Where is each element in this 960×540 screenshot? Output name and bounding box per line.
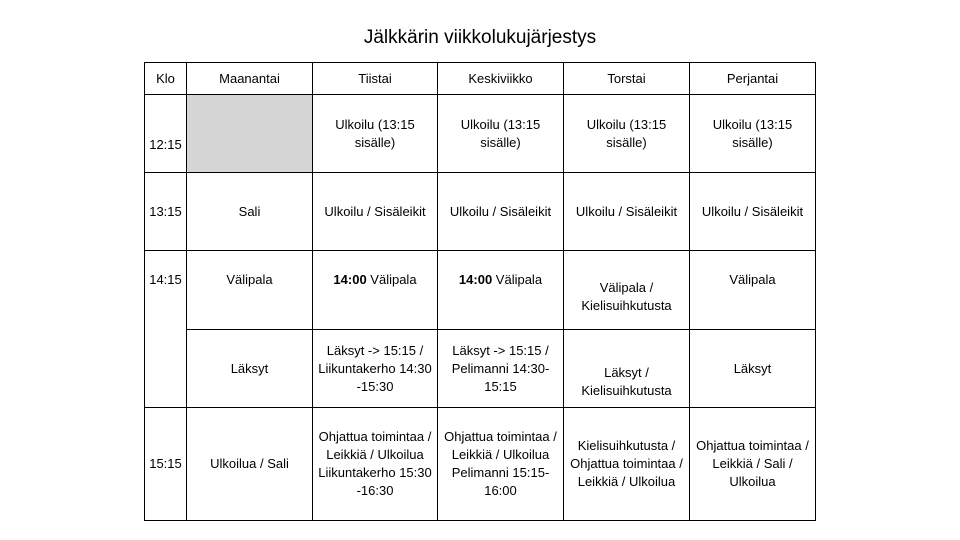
cell-monday: Läksyt bbox=[187, 330, 313, 408]
cell-tuesday: Ohjattua toimintaa / Leikkiä / Ulkoilua Liikuntakerho 15:30 -16:30 bbox=[313, 408, 438, 521]
cell-tuesday: Ulkoilu (13:15 sisälle) bbox=[313, 95, 438, 173]
header-thursday: Torstai bbox=[564, 63, 690, 95]
page-title: Jälkkärin viikkolukujärjestys bbox=[363, 27, 597, 48]
cell-wednesday: Ulkoilu / Sisäleikit bbox=[438, 173, 564, 251]
header-klo: Klo bbox=[145, 63, 187, 95]
cell-tuesday bbox=[313, 251, 438, 330]
time-cell: 12:15 bbox=[145, 95, 187, 173]
cell-thursday: Läksyt / Kielisuihkutusta bbox=[564, 330, 690, 408]
header-friday: Perjantai bbox=[690, 63, 816, 95]
cell-monday: Sali bbox=[187, 173, 313, 251]
table-row bbox=[145, 95, 816, 173]
header-row bbox=[145, 63, 816, 95]
time-label: 14:00 bbox=[458, 272, 493, 287]
schedule-table bbox=[144, 62, 816, 521]
cell-friday: Ulkoilu (13:15 sisälle) bbox=[690, 95, 816, 173]
header-monday: Maanantai bbox=[187, 63, 313, 95]
cell-thursday: Kielisuihkutusta / Ohjattua toimintaa / Leikkiä / Ulkoilua bbox=[564, 408, 690, 521]
table-row bbox=[145, 173, 816, 251]
header-wednesday: Keskiviikko bbox=[438, 63, 564, 95]
table-row bbox=[145, 251, 816, 330]
cell-thursday: Ulkoilu / Sisäleikit bbox=[564, 173, 690, 251]
cell-friday: Välipala bbox=[690, 251, 816, 330]
table-row bbox=[145, 330, 816, 408]
cell-wednesday bbox=[438, 251, 564, 330]
cell-thursday: Välipala / Kielisuihkutusta bbox=[564, 251, 690, 330]
time-cell: 14:15 bbox=[145, 251, 187, 330]
activity-label: Välipala bbox=[495, 272, 543, 287]
activity-label: Välipala bbox=[370, 272, 417, 287]
cell-tuesday: Läksyt -> 15:15 / Liikuntakerho 14:30 -15:30 bbox=[313, 330, 438, 408]
cell-wednesday: Läksyt -> 15:15 / Pelimanni 14:30-15:15 bbox=[438, 330, 564, 408]
cell-wednesday: Ohjattua toimintaa / Leikkiä / Ulkoilua Pelimanni 15:15-16:00 bbox=[438, 408, 564, 521]
cell-monday: Ulkoilua / Sali bbox=[187, 408, 313, 521]
cell-friday: Ohjattua toimintaa / Leikkiä / Sali / Ulkoilua bbox=[690, 408, 816, 521]
time-cell: 15:15 bbox=[145, 408, 187, 521]
time-cell: 13:15 bbox=[145, 173, 187, 251]
table-row bbox=[145, 408, 816, 521]
cell-wednesday: Ulkoilu (13:15 sisälle) bbox=[438, 95, 564, 173]
time-cell bbox=[145, 330, 187, 408]
cell-friday: Läksyt bbox=[690, 330, 816, 408]
cell-monday: Välipala bbox=[187, 251, 313, 330]
cell-thursday: Ulkoilu (13:15 sisälle) bbox=[564, 95, 690, 173]
header-tuesday: Tiistai bbox=[313, 63, 438, 95]
cell-tuesday: Ulkoilu / Sisäleikit bbox=[313, 173, 438, 251]
cell-monday-empty bbox=[187, 95, 313, 173]
time-label: 14:00 bbox=[333, 272, 367, 287]
cell-friday: Ulkoilu / Sisäleikit bbox=[690, 173, 816, 251]
